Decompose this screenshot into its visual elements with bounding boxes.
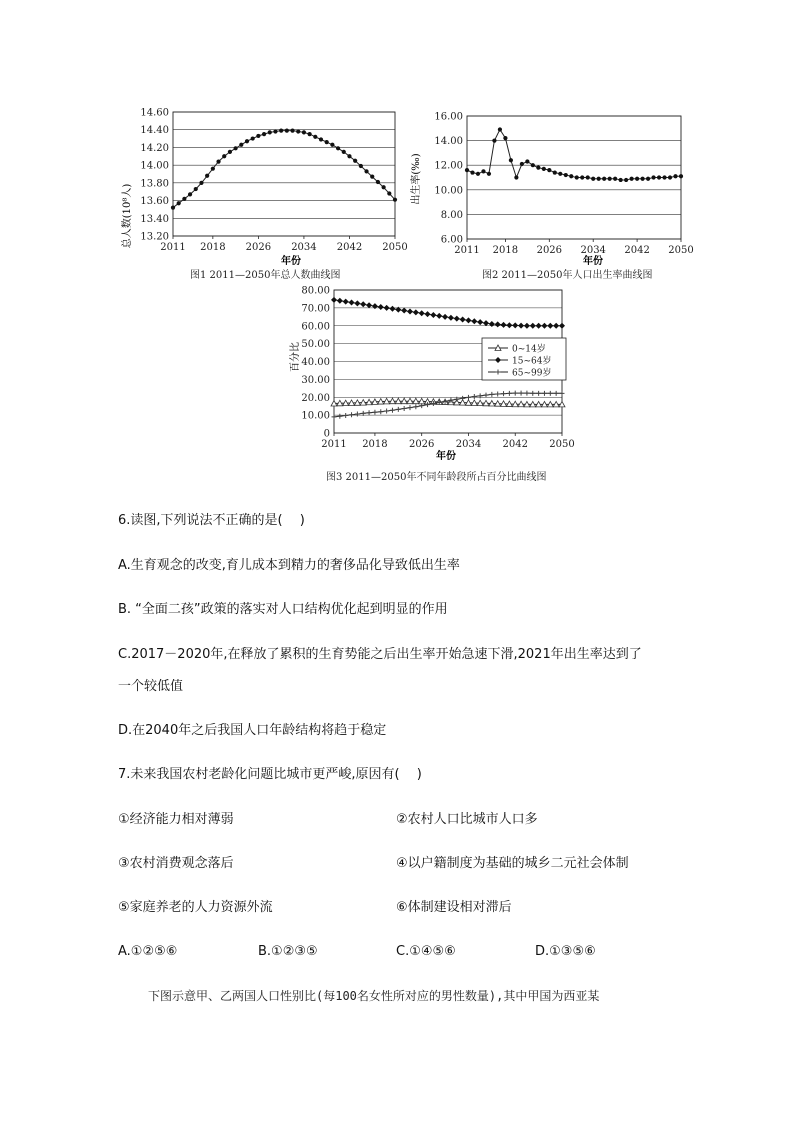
y-tick-label: 13.80: [140, 178, 169, 190]
data-point: [384, 409, 389, 414]
data-point: [425, 311, 431, 317]
data-point: [239, 143, 243, 147]
data-point: [366, 302, 372, 308]
chart-3-ylabel: 百分比: [290, 342, 301, 372]
data-point: [359, 164, 363, 168]
legend-label: 0~14岁: [512, 344, 546, 355]
data-point: [188, 192, 192, 196]
series-line: [467, 130, 681, 181]
data-point: [262, 132, 266, 136]
chart-2-xlabel: 年份: [583, 256, 603, 267]
data-point: [376, 180, 380, 184]
data-point: [367, 410, 372, 415]
data-point: [465, 168, 469, 172]
data-point: [547, 323, 553, 329]
data-point: [395, 307, 401, 313]
y-tick-label: 14.00: [434, 136, 463, 148]
x-tick-label: 2050: [668, 245, 694, 256]
data-point: [211, 167, 215, 171]
data-point: [401, 308, 407, 314]
data-point: [542, 167, 546, 171]
figure-3-age-structure: [276, 282, 576, 462]
data-point: [408, 405, 413, 410]
data-point: [495, 321, 501, 327]
data-point: [177, 201, 181, 205]
data-point: [354, 300, 360, 306]
y-tick-label: 30.00: [301, 374, 330, 386]
data-point: [337, 414, 342, 419]
data-point: [268, 130, 272, 134]
data-point: [448, 315, 454, 321]
data-point: [285, 129, 289, 133]
data-point: [668, 175, 672, 179]
chart-1-xlabel: 年份: [281, 256, 301, 267]
y-tick-label: 14.40: [140, 125, 169, 137]
data-point: [597, 177, 601, 181]
x-tick-label: 2034: [291, 242, 317, 253]
y-tick-label: 6.00: [440, 234, 463, 246]
data-point: [483, 320, 489, 326]
x-tick-label: 2050: [549, 439, 575, 450]
question-7-option-d: D.①③⑤⑥: [535, 944, 596, 959]
data-point: [470, 170, 474, 174]
data-point: [630, 177, 634, 181]
legend-label: 65~99岁: [512, 368, 552, 379]
data-point: [228, 150, 232, 154]
x-tick-label: 2026: [536, 245, 563, 256]
data-point: [524, 323, 530, 329]
figure-2-birth-rate: [405, 104, 705, 270]
data-point: [390, 408, 395, 413]
x-tick-label: 2011: [454, 245, 480, 256]
data-point: [640, 177, 644, 181]
data-point: [501, 391, 506, 396]
question-6-option-b: B. “全面二孩”政策的落实对人口结构优化起到明显的作用: [118, 602, 448, 617]
data-point: [484, 393, 489, 398]
data-point: [222, 154, 226, 158]
data-point: [308, 132, 312, 136]
question-7-statement-5: ⑤家庭养老的人力资源外流: [118, 900, 273, 915]
x-tick-label: 2034: [455, 439, 482, 450]
x-tick-label: 2026: [245, 242, 272, 253]
y-tick-label: 13.60: [140, 196, 169, 208]
y-tick-label: 14.00: [140, 160, 169, 172]
data-point: [393, 198, 397, 202]
data-point: [554, 391, 559, 396]
data-point: [466, 395, 471, 400]
data-point: [378, 304, 384, 310]
figure-1-total-population: [118, 104, 418, 270]
data-point: [679, 174, 683, 178]
data-point: [608, 177, 612, 181]
data-point: [349, 300, 355, 306]
data-point: [319, 137, 323, 141]
x-tick-label: 2042: [502, 439, 528, 450]
data-point: [325, 140, 329, 144]
data-point: [524, 391, 529, 396]
data-point: [442, 314, 448, 320]
data-point: [454, 316, 460, 322]
x-tick-label: 2018: [362, 439, 388, 450]
data-point: [471, 318, 477, 324]
data-point: [355, 412, 360, 417]
question-7-statement-6: ⑥体制建设相对滞后: [396, 900, 512, 915]
question-7-stem: 7.未来我国农村老龄化问题比城市更严峻,原因有( ): [118, 767, 422, 782]
data-point: [194, 187, 198, 191]
y-tick-label: 16.00: [434, 111, 463, 123]
data-point: [495, 392, 500, 397]
data-point: [477, 319, 483, 325]
data-point: [489, 392, 494, 397]
data-point: [673, 174, 677, 178]
data-point: [487, 172, 491, 176]
data-point: [542, 391, 547, 396]
x-tick-label: 2011: [160, 242, 186, 253]
data-point: [402, 406, 407, 411]
data-point: [518, 323, 524, 329]
data-point: [372, 410, 377, 415]
data-point: [419, 310, 425, 316]
data-point: [182, 197, 186, 201]
data-point: [519, 391, 524, 396]
data-point: [536, 391, 541, 396]
x-tick-label: 2042: [336, 242, 363, 253]
data-point: [591, 177, 595, 181]
data-point: [216, 160, 220, 164]
data-point: [481, 169, 485, 173]
data-point: [251, 136, 255, 140]
data-point: [378, 409, 383, 414]
question-7-statement-2: ②农村人口比城市人口多: [396, 812, 538, 827]
chart-3-xlabel: 年份: [436, 451, 456, 462]
data-point: [343, 413, 348, 418]
data-point: [506, 322, 512, 328]
data-point: [559, 323, 565, 329]
data-point: [342, 150, 346, 154]
data-point: [279, 129, 283, 133]
chart-2-svg: [405, 104, 705, 270]
data-point: [387, 191, 391, 195]
y-tick-label: 14.20: [140, 142, 169, 154]
data-point: [520, 162, 524, 166]
data-point: [407, 308, 413, 314]
y-tick-label: 0: [323, 428, 330, 440]
data-point: [569, 174, 573, 178]
data-point: [509, 158, 513, 162]
series-line: [173, 131, 395, 208]
data-point: [396, 407, 401, 412]
data-point: [564, 173, 568, 177]
figure-2-caption: 图2 2011—2050年人口出生率曲线图: [482, 270, 653, 281]
data-point: [541, 323, 547, 329]
y-tick-label: 10.00: [301, 410, 330, 422]
data-point: [507, 391, 512, 396]
data-point: [296, 129, 300, 133]
data-point: [205, 174, 209, 178]
data-point: [313, 135, 317, 139]
data-point: [389, 306, 395, 312]
data-point: [436, 313, 442, 319]
data-point: [302, 130, 306, 134]
data-point: [531, 163, 535, 167]
question-7-statement-3: ③农村消费观念落后: [118, 856, 234, 871]
data-point: [330, 143, 334, 147]
figure-3-caption: 图3 2011—2050年不同年龄段所占百分比曲线图: [326, 472, 547, 483]
data-point: [558, 172, 562, 176]
data-point: [476, 172, 480, 176]
data-point: [560, 391, 565, 396]
data-point: [256, 134, 260, 138]
y-tick-label: 50.00: [301, 339, 330, 351]
data-point: [382, 185, 386, 189]
data-point: [245, 139, 249, 143]
data-point: [580, 175, 584, 179]
question-7-statement-4: ④以户籍制度为基础的城乡二元社会体制: [396, 856, 629, 871]
y-tick-label: 12.00: [434, 160, 463, 172]
chart-2-ylabel: 出生率(‰): [411, 153, 422, 205]
data-point: [336, 146, 340, 150]
data-point: [536, 323, 542, 329]
y-tick-label: 8.00: [440, 209, 463, 221]
x-tick-label: 2011: [321, 439, 347, 450]
data-point: [646, 177, 650, 181]
data-point: [413, 404, 418, 409]
legend-label: 15~64岁: [512, 356, 552, 367]
chart-1-ylabel: 总人数(10⁸人): [122, 183, 133, 249]
data-point: [492, 139, 496, 143]
data-point: [349, 412, 354, 417]
data-point: [337, 298, 343, 304]
x-tick-label: 2026: [408, 439, 435, 450]
chart-3-svg: [276, 282, 576, 462]
data-point: [430, 312, 436, 318]
data-point: [536, 166, 540, 170]
data-point: [651, 175, 655, 179]
question-7-option-b: B.①②③⑤: [258, 944, 318, 959]
data-point: [234, 146, 238, 150]
data-point: [478, 393, 483, 398]
next-question-intro: 下图示意甲、乙两国人口性别比(每100名女性所对应的男性数量),其中甲国为西亚某: [148, 989, 600, 1003]
data-point: [331, 297, 337, 303]
data-point: [290, 129, 294, 133]
data-point: [360, 301, 366, 307]
question-7-option-c: C.①④⑤⑥: [396, 944, 456, 959]
data-point: [530, 391, 535, 396]
x-tick-label: 2034: [580, 245, 606, 256]
data-point: [413, 309, 419, 315]
data-point: [465, 317, 471, 323]
data-point: [553, 323, 559, 329]
data-point: [548, 391, 553, 396]
y-tick-label: 13.40: [140, 213, 169, 225]
data-point: [171, 206, 175, 210]
figure-1-caption: 图1 2011—2050年总人数曲线图: [190, 270, 341, 281]
question-7-option-a: A.①②⑤⑥: [118, 944, 178, 959]
data-point: [472, 394, 477, 399]
data-point: [512, 322, 518, 328]
data-point: [501, 322, 507, 328]
question-6-stem: 6.读图,下列说法不正确的是( ): [118, 513, 305, 528]
chart-1-svg: [118, 104, 418, 270]
question-6-option-d: D.在2040年之后我国人口年龄结构将趋于稳定: [118, 723, 387, 738]
question-7-statement-1: ①经济能力相对薄弱: [118, 812, 234, 827]
data-point: [343, 299, 349, 305]
data-point: [353, 159, 357, 163]
data-point: [547, 168, 551, 172]
data-point: [372, 303, 378, 309]
x-tick-label: 2018: [200, 242, 226, 253]
y-tick-label: 70.00: [301, 303, 330, 315]
y-tick-label: 14.60: [140, 107, 169, 119]
data-point: [384, 305, 390, 311]
data-point: [199, 181, 203, 185]
y-tick-label: 80.00: [301, 285, 330, 297]
data-point: [662, 175, 666, 179]
data-point: [514, 175, 518, 179]
data-point: [613, 177, 617, 181]
data-point: [347, 154, 351, 158]
data-point: [503, 136, 507, 140]
data-point: [553, 170, 557, 174]
data-point: [460, 396, 465, 401]
y-tick-label: 10.00: [434, 185, 463, 197]
y-tick-label: 13.20: [140, 231, 169, 243]
data-point: [525, 159, 529, 163]
data-point: [657, 175, 661, 179]
data-point: [586, 175, 590, 179]
data-point: [602, 177, 606, 181]
data-point: [575, 175, 579, 179]
data-point: [530, 323, 536, 329]
data-point: [364, 169, 368, 173]
y-tick-label: 20.00: [301, 392, 330, 404]
y-tick-label: 40.00: [301, 357, 330, 368]
data-point: [619, 178, 623, 182]
data-point: [370, 175, 374, 179]
data-point: [635, 177, 639, 181]
x-tick-label: 2018: [492, 245, 519, 256]
y-tick-label: 60.00: [301, 321, 330, 333]
data-point: [460, 316, 466, 322]
x-tick-label: 2042: [624, 245, 650, 256]
data-point: [273, 129, 277, 133]
x-tick-label: 2050: [382, 242, 408, 253]
question-6-option-c: C.2017－2020年,在释放了累积的生育势能之后出生率开始急速下滑,2021年出生率达到了: [118, 647, 642, 662]
data-point: [513, 391, 518, 396]
question-6-option-c-cont: 一个较低值: [118, 679, 184, 694]
data-point: [489, 321, 495, 327]
question-6-option-a: A.生育观念的改变,育儿成本到精力的奢侈品化导致低出生率: [118, 558, 460, 573]
data-point: [624, 178, 628, 182]
data-point: [498, 127, 502, 131]
